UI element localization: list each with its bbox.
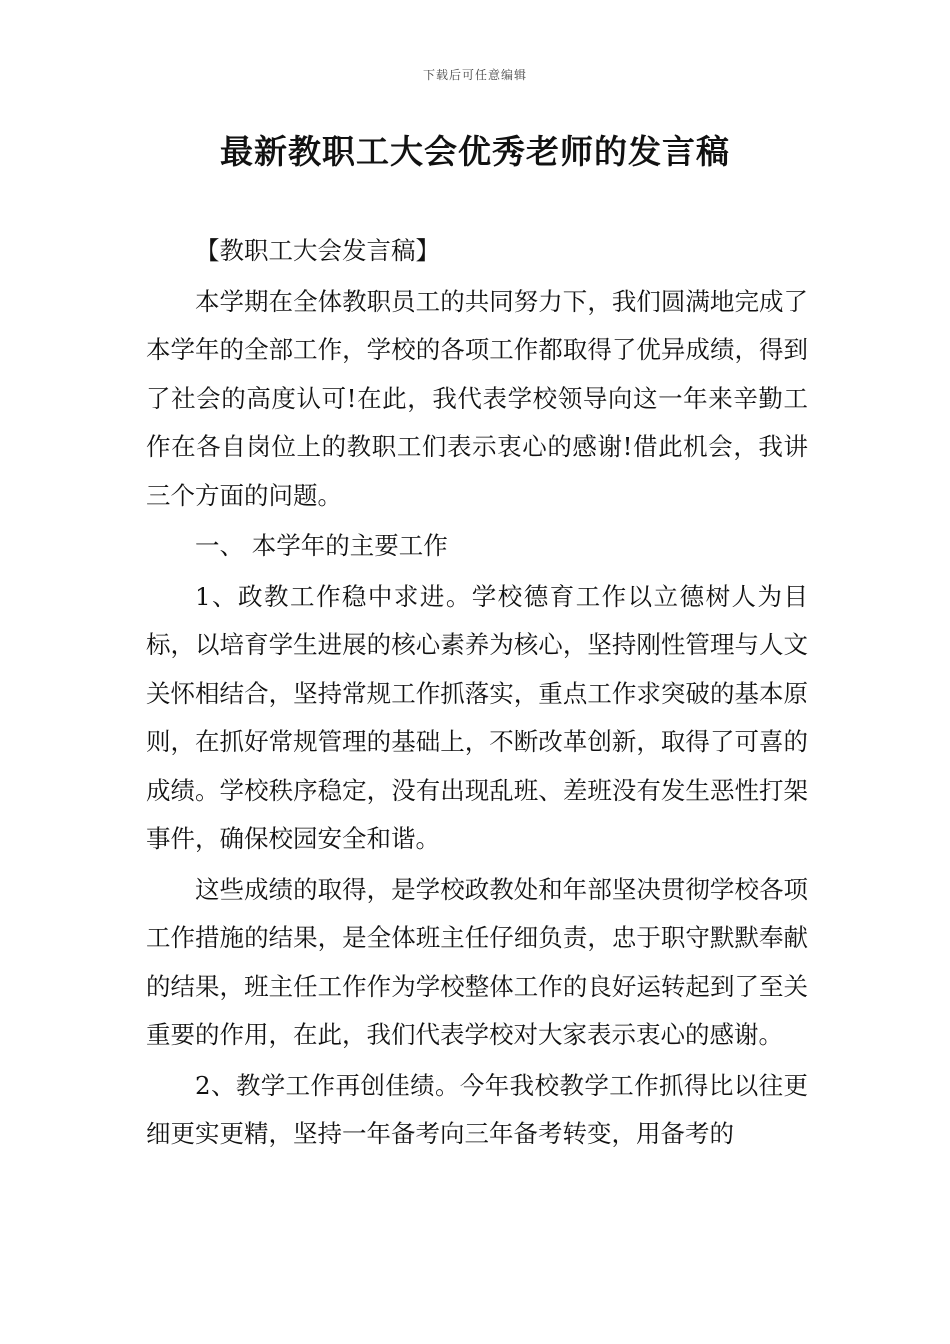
document-body xyxy=(146,227,808,1159)
paragraph: 本学期在全体教职员工的共同努力下，我们圆满地完成了本学年的全部工作，学校的各项工作都取得了优异成绩，得到了社会的高度认可!在此，我代表学校领导向这一年来辛勤工作在各自岗位上的教职工们表示衷心的感谢!借此机会，我讲三个方面的问题。 xyxy=(146,286,808,510)
header-note: 下载后可任意编辑 xyxy=(422,68,527,82)
document-title: 最新教职工大会优秀老师的发言稿 xyxy=(220,132,730,171)
paragraph: 这些成绩的取得，是学校政教处和年部坚决贯彻学校各项工作措施的结果，是全体班主任仔细负责，忠于职守默默奉献的结果，班主任工作作为学校整体工作的良好运转起到了至关重要的作用，在此，我们代表学校对大家表示衷心的感谢。 xyxy=(146,874,808,1049)
paragraph: 1、政教工作稳中求进。学校德育工作以立德树人为目标，以培育学生进展的核心素养为核心，坚持刚性管理与人文关怀相结合，坚持常规工作抓落实，重点工作求突破的基本原则，在抓好常规管理的基础上，不断改革创新，取得了可喜的成绩。学校秩序稳定，没有出现乱班、差班没有发生恶性打架事件，确保校园安全和谐。 xyxy=(146,581,808,853)
section-heading: 【教职工大会发言稿】 xyxy=(195,236,440,265)
paragraph: 2、教学工作再创佳绩。今年我校教学工作抓得比以往更细更实更精，坚持一年备考向三年备考转变，用备考的 xyxy=(146,1070,808,1148)
section-heading: 一、 本学年的主要工作 xyxy=(195,531,448,560)
